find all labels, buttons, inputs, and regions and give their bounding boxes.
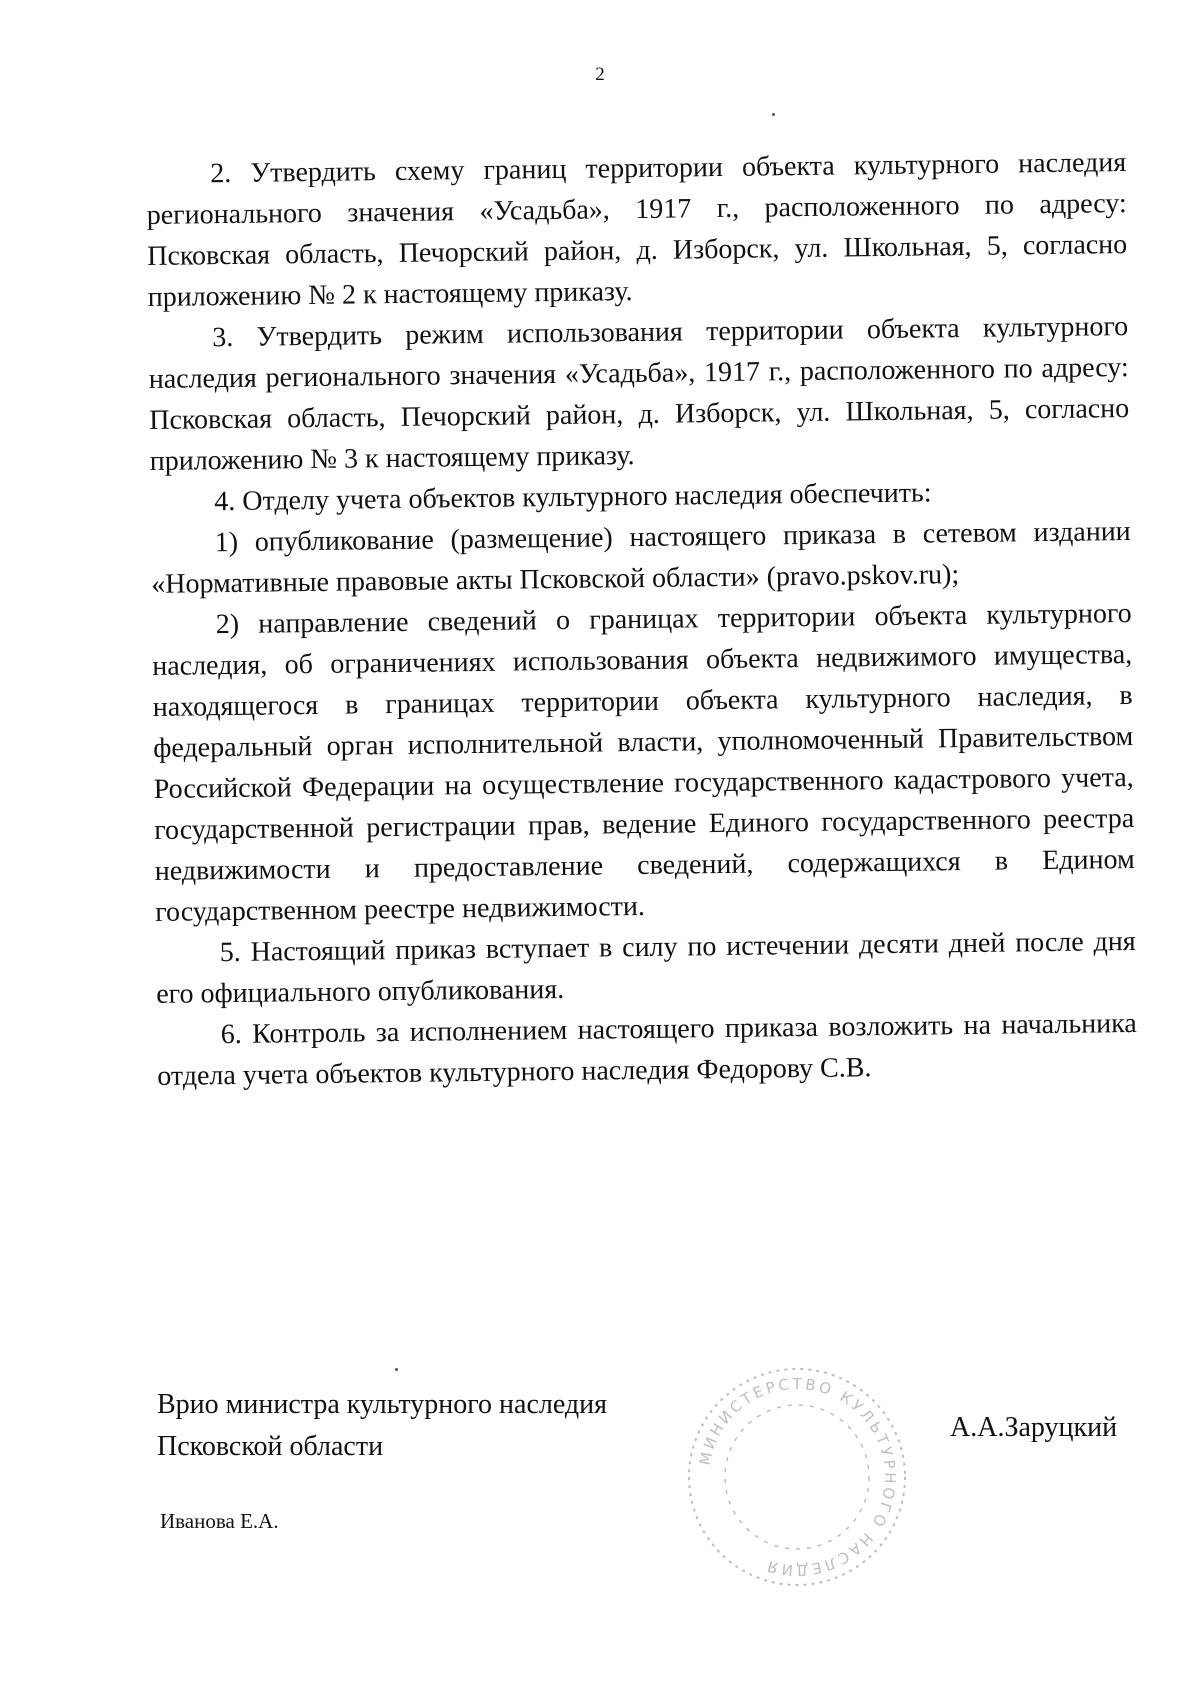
- signatory-region-line: Псковской области: [157, 1431, 384, 1462]
- paragraph-item-6: 6. Контроль за исполнением настоящего приказа возложить на начальника отдела учета объектов культурного наследия Федорову С.В.: [157, 1007, 1137, 1092]
- signatory-name: А.А.Заруцкий: [950, 1412, 1118, 1443]
- scan-speck: [772, 113, 775, 116]
- signatory-position: [157, 1384, 607, 1468]
- paragraph-item-3: 3. Утвердить режим использования территории объекта культурного наследия регионального значения «Усадьба», 1917 г., расположенного по адресу: Псковская область, Печорский район, д. Изборск, ул. Школьная, 5, согласно приложению № 3 к настоящему приказу.: [148, 311, 1130, 477]
- page-number: 2: [595, 64, 605, 85]
- order-body: [146, 142, 1137, 1097]
- paragraph-item-4: 4. Отделу учета объектов культурного наследия обеспечить:: [214, 477, 932, 518]
- paragraph-item-2: 2. Утвердить схему границ территории объекта культурного наследия регионального значения «Усадьба», 1917 г., расположенного по адресу: Псковская область, Печорский район, д. Изборск, ул. Школьная, 5, согласно приложению № 2 к настоящему приказу.: [146, 147, 1128, 313]
- executor-name: Иванова Е.А.: [160, 1509, 279, 1533]
- paragraph-subitem-2: 2) направление сведений о границах территории объекта культурного наследия, об ограничениях использования объекта недвижимого имущества, находящегося в границах территории объекта культурного наследия, в федеральный орган исполнительной власти, уполномоченный Правительством Российской Федерации на осуществление государственного кадастрового учета, государственной регистрации прав, ведение Единого государственного реестра недвижимости и предоставление сведений, содержащихся в Едином государственном реестре недвижимости.: [152, 597, 1135, 928]
- paragraph-item-5: 5. Настоящий приказ вступает в силу по истечении десяти дней после дня его официального опубликования.: [156, 925, 1136, 1010]
- scan-speck: [395, 1368, 398, 1371]
- signatory-position-line: Врио министра культурного наследия: [157, 1389, 608, 1420]
- paragraph-subitem-1: 1) опубликование (размещение) настоящего приказа в сетевом издании «Нормативные правовые акты Псковской области» (pravo.pskov.ru);: [151, 515, 1131, 600]
- official-seal-stamp: [682, 1362, 912, 1592]
- svg-text:МИНИСТЕРСТВО КУЛЬТУРНОГО НАСЛЕ: МИНИСТЕРСТВО КУЛЬТУРНОГО НАСЛЕДИЯ: [695, 1374, 900, 1580]
